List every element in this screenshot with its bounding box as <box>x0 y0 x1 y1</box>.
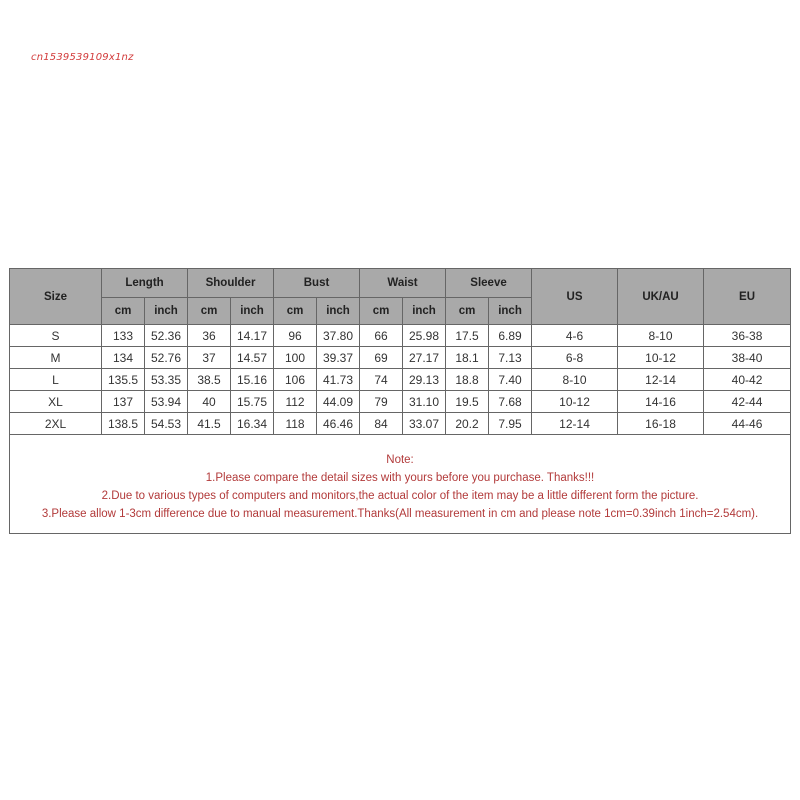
cell-length-inch: 54.53 <box>145 413 188 435</box>
ukau-header: UK/AU <box>618 269 704 325</box>
cell-shoulder-inch: 14.17 <box>231 325 274 347</box>
cell-waist-inch: 31.10 <box>403 391 446 413</box>
cell-sleeve-cm: 18.8 <box>446 369 489 391</box>
cell-eu: 42-44 <box>704 391 791 413</box>
note-row <box>10 435 791 534</box>
cell-length-cm: 134 <box>102 347 145 369</box>
cell-us: 8-10 <box>532 369 618 391</box>
cell-bust-cm: 112 <box>274 391 317 413</box>
cell-size: S <box>10 325 102 347</box>
note-cell <box>10 435 791 534</box>
cell-shoulder-cm: 41.5 <box>188 413 231 435</box>
cell-sleeve-inch: 6.89 <box>489 325 532 347</box>
cell-sleeve-cm: 18.1 <box>446 347 489 369</box>
cell-bust-cm: 118 <box>274 413 317 435</box>
cell-eu: 38-40 <box>704 347 791 369</box>
header-row-groups <box>10 269 791 298</box>
cell-bust-inch: 46.46 <box>317 413 360 435</box>
group-header-length: Length <box>102 269 188 298</box>
cell-us: 10-12 <box>532 391 618 413</box>
size-header: Size <box>10 269 102 325</box>
cell-waist-inch: 25.98 <box>403 325 446 347</box>
cell-eu: 36-38 <box>704 325 791 347</box>
unit-header: cm <box>446 298 489 325</box>
unit-header: inch <box>145 298 188 325</box>
cell-bust-cm: 96 <box>274 325 317 347</box>
cell-bust-cm: 106 <box>274 369 317 391</box>
cell-length-cm: 138.5 <box>102 413 145 435</box>
cell-length-inch: 53.35 <box>145 369 188 391</box>
cell-ukau: 14-16 <box>618 391 704 413</box>
note-line-2: 2.Due to various types of computers and monitors,the actual color of the item may be a little different form the picture. <box>101 490 699 502</box>
cell-waist-cm: 79 <box>360 391 403 413</box>
cell-sleeve-inch: 7.95 <box>489 413 532 435</box>
cell-length-inch: 52.36 <box>145 325 188 347</box>
cell-length-cm: 137 <box>102 391 145 413</box>
table-row <box>10 325 791 347</box>
cell-sleeve-cm: 17.5 <box>446 325 489 347</box>
note-line-3: 3.Please allow 1-3cm difference due to manual measurement.Thanks(All measurement in cm and please note 1cm=0.39inch 1inch=2.54cm). <box>41 508 759 520</box>
cell-us: 12-14 <box>532 413 618 435</box>
unit-header: cm <box>188 298 231 325</box>
cell-waist-inch: 27.17 <box>403 347 446 369</box>
group-header-waist: Waist <box>360 269 446 298</box>
cell-sleeve-inch: 7.13 <box>489 347 532 369</box>
unit-header: inch <box>231 298 274 325</box>
unit-header: cm <box>102 298 145 325</box>
cell-shoulder-cm: 38.5 <box>188 369 231 391</box>
unit-header: inch <box>489 298 532 325</box>
eu-header: EU <box>704 269 791 325</box>
cell-length-inch: 53.94 <box>145 391 188 413</box>
cell-waist-cm: 69 <box>360 347 403 369</box>
note-line-1: 1.Please compare the detail sizes with yours before you purchase. Thanks!!! <box>205 472 595 484</box>
cell-ukau: 16-18 <box>618 413 704 435</box>
unit-header: inch <box>317 298 360 325</box>
group-header-shoulder: Shoulder <box>188 269 274 298</box>
cell-sleeve-inch: 7.68 <box>489 391 532 413</box>
cell-bust-inch: 41.73 <box>317 369 360 391</box>
cell-size: L <box>10 369 102 391</box>
cell-ukau: 8-10 <box>618 325 704 347</box>
cell-waist-cm: 66 <box>360 325 403 347</box>
table-row <box>10 369 791 391</box>
watermark-text: cn1539539109x1nz <box>31 52 134 63</box>
cell-waist-inch: 29.13 <box>403 369 446 391</box>
cell-length-inch: 52.76 <box>145 347 188 369</box>
cell-shoulder-inch: 16.34 <box>231 413 274 435</box>
cell-sleeve-cm: 19.5 <box>446 391 489 413</box>
group-header-bust: Bust <box>274 269 360 298</box>
cell-sleeve-inch: 7.40 <box>489 369 532 391</box>
cell-bust-inch: 44.09 <box>317 391 360 413</box>
note-title: Note: <box>386 454 414 466</box>
cell-waist-cm: 84 <box>360 413 403 435</box>
cell-size: 2XL <box>10 413 102 435</box>
unit-header: inch <box>403 298 446 325</box>
cell-shoulder-cm: 40 <box>188 391 231 413</box>
cell-us: 4-6 <box>532 325 618 347</box>
cell-size: M <box>10 347 102 369</box>
table-row <box>10 413 791 435</box>
cell-shoulder-cm: 36 <box>188 325 231 347</box>
cell-ukau: 12-14 <box>618 369 704 391</box>
cell-shoulder-inch: 14.57 <box>231 347 274 369</box>
cell-us: 6-8 <box>532 347 618 369</box>
size-chart-table <box>9 268 791 534</box>
cell-waist-cm: 74 <box>360 369 403 391</box>
us-header: US <box>532 269 618 325</box>
cell-shoulder-inch: 15.75 <box>231 391 274 413</box>
unit-header: cm <box>274 298 317 325</box>
cell-shoulder-cm: 37 <box>188 347 231 369</box>
cell-bust-inch: 37.80 <box>317 325 360 347</box>
cell-sleeve-cm: 20.2 <box>446 413 489 435</box>
cell-length-cm: 135.5 <box>102 369 145 391</box>
group-header-sleeve: Sleeve <box>446 269 532 298</box>
cell-bust-inch: 39.37 <box>317 347 360 369</box>
cell-bust-cm: 100 <box>274 347 317 369</box>
cell-length-cm: 133 <box>102 325 145 347</box>
cell-size: XL <box>10 391 102 413</box>
cell-waist-inch: 33.07 <box>403 413 446 435</box>
unit-header: cm <box>360 298 403 325</box>
cell-shoulder-inch: 15.16 <box>231 369 274 391</box>
table-row <box>10 391 791 413</box>
cell-ukau: 10-12 <box>618 347 704 369</box>
cell-eu: 44-46 <box>704 413 791 435</box>
table-row <box>10 347 791 369</box>
cell-eu: 40-42 <box>704 369 791 391</box>
